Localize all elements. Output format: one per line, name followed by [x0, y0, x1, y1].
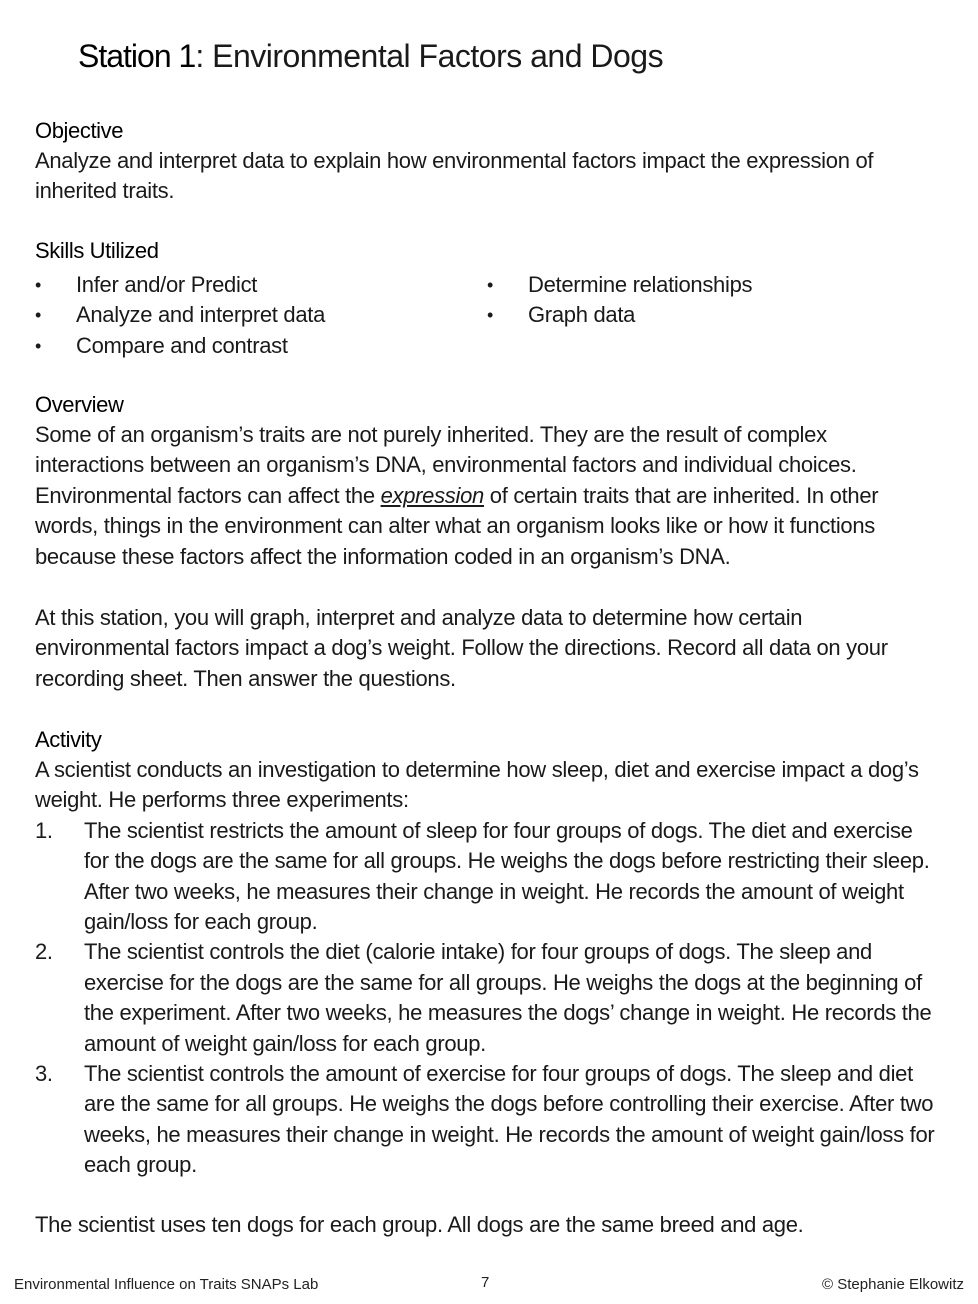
- expression-term: expression: [380, 482, 484, 508]
- skill-label: Determine relationships: [528, 272, 753, 297]
- experiment-text: The scientist controls the amount of exercise for four groups of dogs. The sleep and diet are the same for all groups. He weighs the dogs before controlling their exercise. After two weeks, he measures their change in weight. He records the amount of weight gain/loss for each group.: [84, 1061, 935, 1178]
- skill-item: [487, 300, 752, 330]
- bullet-icon: •: [487, 275, 494, 295]
- skills-heading: Skills Utilized: [35, 238, 159, 263]
- experiment-item: [35, 937, 935, 1059]
- overview-text-end: of certain traits that are inherited. In other words, things in the environment can alter what an organism looks like or how it functions because these factors affect the information coded in an organism’s DNA.: [35, 482, 879, 569]
- experiment-number: 1.: [35, 817, 53, 843]
- activity-intro: A scientist conducts an investigation to determine how sleep, diet and exercise impact a dog’s weight. He performs three experiments:: [35, 757, 919, 813]
- experiment-item: [35, 1059, 935, 1181]
- footer-copyright: © Stephanie Elkowitz: [822, 1276, 964, 1293]
- skill-item: [35, 270, 325, 300]
- station-topic: : Environmental Factors and Dogs: [195, 38, 664, 74]
- experiment-text: The scientist restricts the amount of sleep for four groups of dogs. The diet and exercise for the dogs are the same for all groups. He weighs the dogs before restricting their sleep. After two weeks, he measures their change in weight. He records the amount of weight gain/loss for each group.: [84, 817, 930, 935]
- objective-text: Analyze and interpret data to explain how environmental factors impact the expression of inherited traits.: [35, 148, 874, 204]
- activity-heading: Activity: [35, 727, 102, 752]
- bullet-icon: •: [35, 305, 42, 326]
- skills-list-left: [35, 270, 325, 361]
- station-label: Station 1: [78, 38, 196, 74]
- footer-page-number: 7: [481, 1274, 490, 1291]
- experiment-list: [35, 816, 935, 1181]
- activity-section: [35, 725, 935, 1181]
- bullet-icon: •: [35, 335, 42, 356]
- overview-text-start: Some of an organism’s traits are not purely inherited. They are the result of complex interactions between an organism’s DNA, environmental factors and individual choices. Environmental factors can affect the: [35, 422, 857, 508]
- skill-label: Infer and/or Predict: [76, 272, 258, 297]
- skills-section: [35, 236, 935, 365]
- skill-item: [35, 331, 325, 361]
- experiment-number: 2.: [35, 939, 53, 965]
- bullet-icon: •: [35, 275, 42, 295]
- station-instructions: [35, 603, 935, 694]
- overview-paragraph: [35, 420, 935, 572]
- closing-section: [35, 1210, 935, 1240]
- objective-heading: Objective: [35, 118, 124, 143]
- skills-list: [35, 270, 935, 365]
- overview-section: [35, 390, 935, 572]
- skill-label: Analyze and interpret data: [76, 302, 326, 328]
- skill-item: [35, 300, 325, 330]
- closing-paragraph: The scientist uses ten dogs for each group. All dogs are the same breed and age.: [35, 1212, 804, 1237]
- overview-heading: Overview: [35, 392, 124, 417]
- experiment-number: 3.: [35, 1061, 53, 1087]
- skill-item: [487, 270, 752, 300]
- skill-label: Compare and contrast: [76, 332, 288, 358]
- page-title: [78, 34, 663, 78]
- skill-label: Graph data: [528, 302, 636, 328]
- bullet-icon: •: [487, 305, 494, 326]
- skills-list-right: [487, 270, 752, 331]
- footer-lab-title: Environmental Influence on Traits SNAPs Lab: [14, 1276, 319, 1293]
- experiment-item: [35, 816, 935, 938]
- experiment-text: The scientist controls the diet (calorie intake) for four groups of dogs. The sleep and exercise for the dogs are the same for all groups. He weighs the dogs at the beginning of the experiment. After two weeks, he measures the dogs’ change in weight. He records the amount of weight gain/loss for each group.: [84, 939, 932, 1056]
- instructions-paragraph: At this station, you will graph, interpret and analyze data to determine how certain environmental factors impact a dog’s weight. Follow the directions. Record all data on your recording sheet. Then answer the questions.: [35, 605, 888, 691]
- objective-section: [35, 116, 935, 207]
